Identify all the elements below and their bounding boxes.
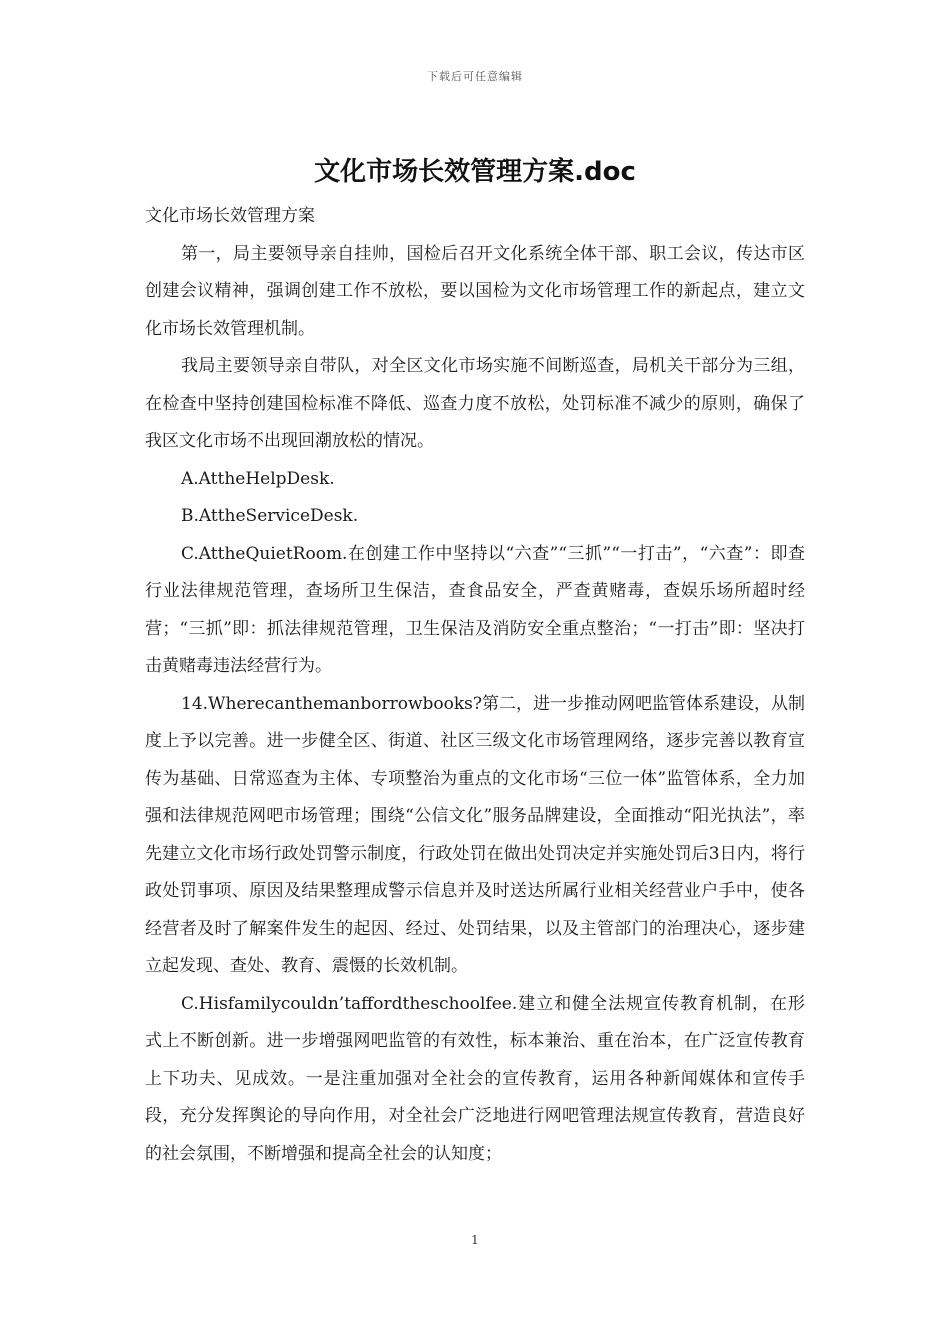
document-title: 文化市场长效管理方案.doc (314, 157, 636, 187)
paragraph-2: 我局主要领导亲自带队，对全区文化市场实施不间断巡查，局机关干部分为三组，在检查中坚持创建国检标准不降低、巡查力度不放松，处罚标准不减少的原则，确保了我区文化市场不出现回潮放松的情况。 (145, 356, 805, 451)
paragraph-4: B.AttheServiceDesk. (181, 506, 359, 526)
page-number: 1 (471, 1233, 479, 1247)
paragraph-3: A.AttheHelpDesk. (181, 468, 335, 489)
paragraph-5: C.AttheQuietRoom.在创建工作中坚持以“六查”“三抓”“一打击”，“六查”：即查行业法律规范管理，查场所卫生保洁，查食品安全，严查黄赌毒，查娱乐场所超时经营；“三抓”即：抓法律规范管理，卫生保洁及消防安全重点整治；“一打击”即：坚决打击黄赌毒违法经营行为。 (145, 543, 805, 676)
paragraph-7: C.Hisfamilycouldn’taffordtheschoolfee.建立和健全法规宣传教育机制，在形式上不断创新。进一步增强网吧监管的有效性，标本兼治、重在治本，在广泛宣传教育上下功夫、见成效。一是注重加强对全社会的宣传教育，运用各种新闻媒体和宣传手段，充分发挥舆论的导向作用，对全社会广泛地进行网吧管理法规宣传教育，营造良好的社会氛围，不断增强和提高全社会的认知度； (145, 993, 805, 1164)
paragraph-1: 第一，局主要领导亲自挂帅，国检后召开文化系统全体干部、职工会议，传达市区创建会议精神，强调创建工作不放松，要以国检为文化市场管理工作的新起点，建立文化市场长效管理机制。 (145, 243, 805, 339)
document-subtitle: 文化市场长效管理方案 (145, 206, 315, 226)
paragraph-6: 14.Wherecanthemanborrowbooks?第二，进一步推动网吧监管体系建设，从制度上予以完善。进一步健全区、街道、社区三级文化市场管理网络，逐步完善以教育宣传为基础、日常巡查为主体、专项整治为重点的文化市场“三位一体”监管体系，全力加强和法律规范网吧市场管理；围绕“公信文化”服务品牌建设，全面推动“阳光执法”，率先建立文化市场行政处罚警示制度，行政处罚在做出处罚决定并实施处罚后3日内，将行政处罚事项、原因及结果整理成警示信息并及时送达所属行业相关经营业户手中，使各经营者及时了解案件发生的起因、经过、处罚结果，以及主管部门的治理决心，逐步建立起发现、查处、教育、震慑的长效机制。 (145, 693, 806, 976)
document-body (145, 198, 805, 1173)
header-note: 下载后可任意编辑 (427, 70, 523, 83)
